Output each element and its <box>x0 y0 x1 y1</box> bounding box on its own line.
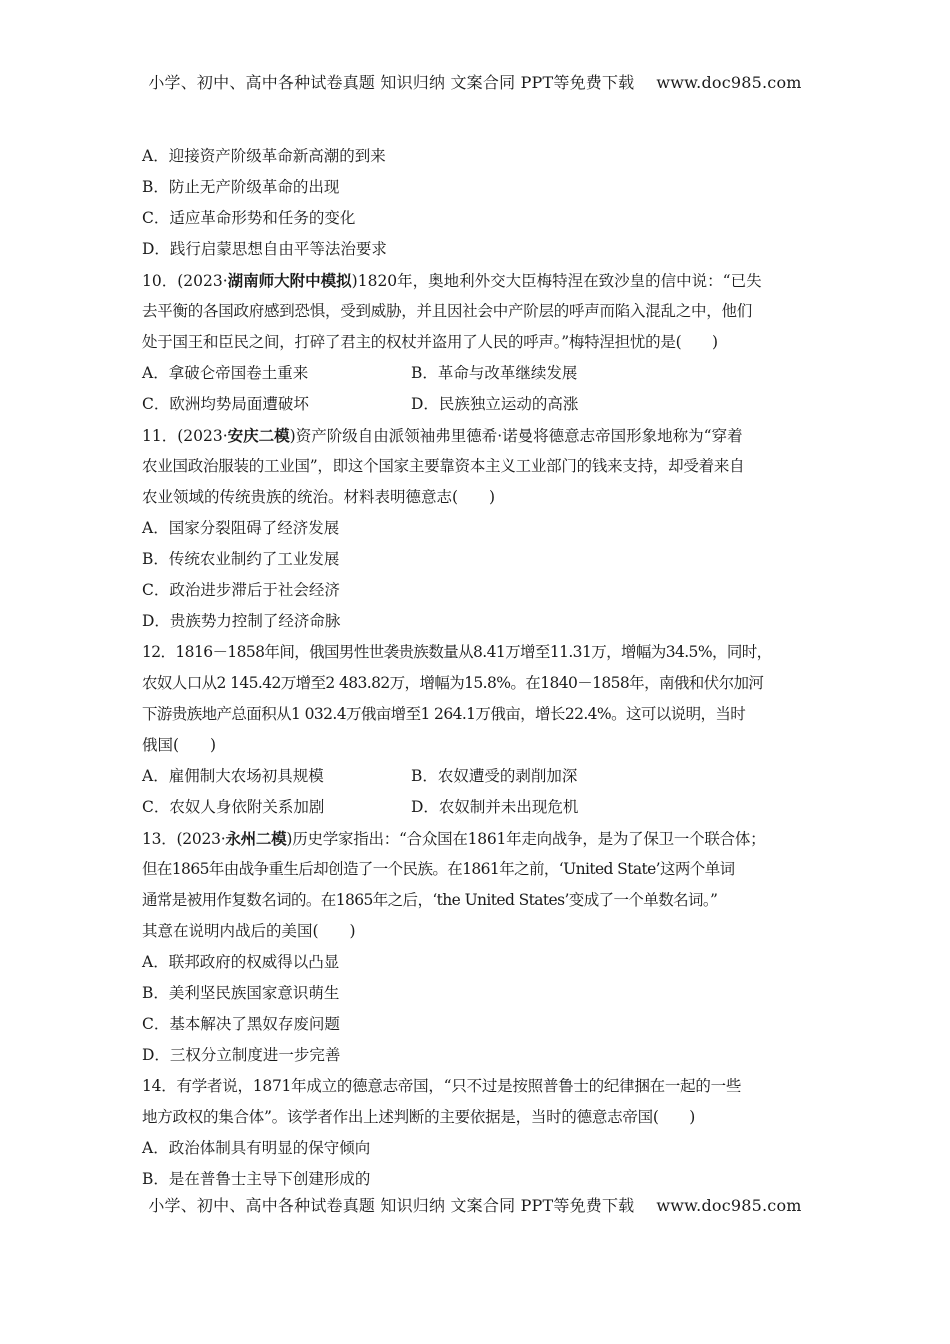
q10-option-b: B．革命与改革继续发展 <box>411 364 578 382</box>
q12-stem-line-3: 下游贵族地产总面积从1 032.4万俄亩增至1 264.1万俄亩，增长22.4%。这可以说明，当时 <box>142 705 746 723</box>
q10-option-a: A．拿破仑帝国卷土重来 <box>142 364 309 382</box>
q9-option-c: C．适应革命形势和任务的变化 <box>142 209 356 227</box>
q11-stem-line-1 <box>142 420 822 451</box>
q10-option-c: C．欧洲均势局面遭破坏 <box>142 395 309 413</box>
q14-stem-line-1: 14．有学者说，1871年成立的德意志帝国，“只不过是按照普鲁士的纪律捆在一起的一些 <box>142 1077 742 1095</box>
q10-source: 湖南师大附中模拟 <box>227 271 352 290</box>
q13-stem-line-4: 其意在说明内战后的美国( ) <box>142 922 356 940</box>
page-footer <box>0 1193 950 1216</box>
q10-stem-line-1 <box>142 265 822 296</box>
q13-text: )历史学家指出：“合众国在1861年走向战争，是为了保卫一个联合体； <box>286 830 766 848</box>
q9-option-b: B．防止无产阶级革命的出现 <box>142 178 340 196</box>
q14-stem-line-2: 地方政权的集合体”。该学者作出上述判断的主要依据是，当时的德意志帝国( ) <box>142 1108 696 1126</box>
q11-option-a: A．国家分裂阻碍了经济发展 <box>142 519 340 537</box>
q10-options-row-1 <box>142 358 822 389</box>
q11-option-b: B．传统农业制约了工业发展 <box>142 550 340 568</box>
q13-option-d: D．三权分立制度进一步完善 <box>142 1046 341 1064</box>
q11-option-c: C．政治进步滞后于社会经济 <box>142 581 340 599</box>
q10-number: 10．(2023· <box>142 272 228 290</box>
q11-option-d: D．贵族势力控制了经济命脉 <box>142 612 341 630</box>
q14-option-b: B．是在普鲁士主导下创建形成的 <box>142 1170 371 1188</box>
q9-option-a: A．迎接资产阶级革命新高潮的到来 <box>142 147 386 165</box>
page-header <box>0 70 950 93</box>
q11-source: 安庆二模 <box>227 426 290 445</box>
footer-site-link[interactable]: www.doc985.com <box>656 1196 802 1215</box>
q13-option-b: B．美利坚民族国家意识萌生 <box>142 984 340 1002</box>
q13-stem-line-1 <box>142 823 822 854</box>
q10-text: )1820年，奥地利外交大臣梅特涅在致沙皇的信中说：“已失 <box>351 272 762 290</box>
q12-option-b: B．农奴遭受的剥削加深 <box>411 767 578 785</box>
q9-option-d: D．践行启蒙思想自由平等法治要求 <box>142 240 387 258</box>
q11-stem-line-2: 农业国政治服装的工业国”，即这个国家主要靠资本主义工业部门的钱来支持，却受着来自 <box>142 457 745 475</box>
q12-stem-line-4: 俄国( ) <box>142 736 217 754</box>
footer-text: 小学、初中、高中各种试卷真题 知识归纳 文案合同 PPT等免费下载 <box>148 1196 635 1215</box>
q12-options-row-1 <box>142 761 822 792</box>
q10-option-d: D．民族独立运动的高涨 <box>411 395 579 413</box>
q12-option-a: A．雇佣制大农场初具规模 <box>142 767 324 785</box>
q11-stem-line-3: 农业领域的传统贵族的统治。材料表明德意志( ) <box>142 488 496 506</box>
q10-stem-line-2: 去平衡的各国政府感到恐惧，受到威胁，并且因社会中产阶层的呼声而陷入混乱之中，他们 <box>142 302 753 320</box>
q10-stem-line-3: 处于国王和臣民之间，打碎了君主的权杖并盗用了人民的呼声。”梅特涅担忧的是( ) <box>142 333 718 351</box>
q12-options-row-2 <box>142 792 822 823</box>
header-site-link[interactable]: www.doc985.com <box>656 73 802 92</box>
q10-options-row-2 <box>142 389 822 420</box>
header-text: 小学、初中、高中各种试卷真题 知识归纳 文案合同 PPT等免费下载 <box>148 73 635 92</box>
q13-stem-line-3: 通常是被用作复数名词的。在1865年之后，‘the United States’变成了一个单数名词。” <box>142 891 718 909</box>
q13-stem-line-2: 但在1865年由战争重生后却创造了一个民族。在1861年之前，‘United State’这两个单词 <box>142 860 735 878</box>
q12-option-c: C．农奴人身依附关系加剧 <box>142 798 325 816</box>
q12-option-d: D．农奴制并未出现危机 <box>411 798 579 816</box>
question-body <box>142 141 822 1195</box>
q13-option-c: C．基本解决了黑奴存废问题 <box>142 1015 340 1033</box>
q11-number: 11．(2023· <box>142 427 228 445</box>
q12-stem-line-2: 农奴人口从2 145.42万增至2 483.82万，增幅为15.8%。在1840－1858年，南俄和伏尔加河 <box>142 674 764 692</box>
q12-stem-line-1: 12．1816－1858年间，俄国男性世袭贵族数量从8.41万增至11.31万，增幅为34.5%，同时， <box>142 643 772 661</box>
q14-option-a: A．政治体制具有明显的保守倾向 <box>142 1139 371 1157</box>
q13-option-a: A．联邦政府的权威得以凸显 <box>142 953 340 971</box>
q11-text: )资产阶级自由派领袖弗里德希·诺曼将德意志帝国形象地称为“穿着 <box>289 427 743 445</box>
q13-source: 永州二模 <box>225 829 287 848</box>
q13-number: 13．(2023· <box>142 830 226 848</box>
